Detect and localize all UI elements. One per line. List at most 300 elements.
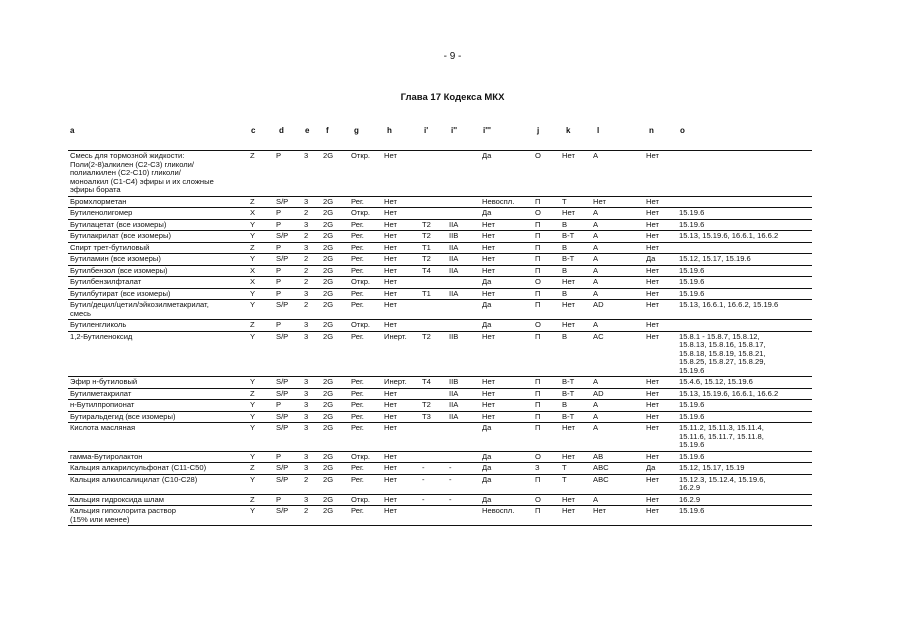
cell-g: Откр. [351,451,371,461]
cell-i2: IIA [449,388,459,398]
cell-e: 2 [304,265,309,275]
cell-g: Рег. [351,242,364,252]
cell-d: S/P [276,463,289,472]
cell-d: S/P [276,474,289,484]
cell-d: S/P [276,300,289,309]
cell-j: О [535,151,541,160]
table-row [68,320,812,332]
cell-l: A [593,320,599,329]
cell-j: П [535,265,541,275]
cell-i1: T4 [422,265,431,275]
cell-h: Нет [384,231,397,240]
cell-e: 2 [304,208,309,217]
cell-g: Рег. [351,423,364,432]
cell-l: A [593,288,599,298]
cell-j: П [535,219,541,229]
cell-k: B [562,331,568,341]
cell-h: Нет [384,300,397,309]
cell-l: A [593,377,599,386]
cell-n: Нет [646,400,659,409]
cell-g: Откр. [351,208,371,217]
cell-g: Рег. [351,463,364,472]
cell-g: Рег. [351,265,364,275]
cell-j: О [535,451,541,461]
cell-g: Рег. [351,288,364,298]
cell-l: A [593,265,599,275]
cell-o: 15.12, 15.17, 15.19 [679,463,745,472]
cell-e: 3 [304,242,309,252]
cell-l: ABC [593,463,609,472]
cell-i3: Да [482,463,492,472]
cell-i2: IIA [449,411,459,421]
cell-e: 3 [304,388,309,398]
cell-f: 2G [323,400,334,409]
cell-n: Да [646,463,656,472]
cell-h: Нет [384,254,397,263]
cell-n: Нет [646,474,659,484]
cell-k: B [562,400,568,409]
cell-i3: Нет [482,265,495,275]
cell-e: 2 [304,277,309,286]
cell-o: 15.13, 15.19.6, 16.6.1, 16.6.2 [679,231,779,240]
cell-l: A [593,254,599,263]
cell-n: Нет [646,231,659,240]
cell-f: 2G [323,208,334,217]
table-row [68,197,812,209]
cell-f: 2G [323,451,334,461]
cell-a: Бутил/децил/цетил/эйкозилметакрилат, смесь [70,300,209,318]
cell-c: X [250,265,256,275]
cell-l: AD [593,300,604,309]
page-number: - 9 - [443,51,462,62]
page-title: Глава 17 Кодекса МКХ [400,92,505,103]
cell-c: Z [250,463,255,472]
cell-k: Нет [562,300,575,309]
cell-c: Y [250,219,256,229]
cell-i3: Невоспл. [482,196,515,206]
cell-a: Бутилметакрилат [70,388,132,398]
cell-n: Нет [646,151,659,160]
cell-o: 15.19.6 [679,208,705,217]
cell-d: S/P [276,331,289,341]
cell-e: 3 [304,288,309,298]
cell-i3: Да [482,474,492,484]
cell-l: AD [593,388,604,398]
table-row [68,332,812,378]
cell-j: П [535,506,541,515]
cell-j: П [535,411,541,421]
cell-k: Т [562,474,567,484]
cell-h: Нет [384,451,397,461]
cell-j: П [535,242,541,252]
cell-n: Нет [646,320,659,329]
cell-e: 3 [304,494,309,504]
cell-k: Нет [562,151,575,160]
cell-c: Y [250,331,256,341]
cell-g: Откр. [351,494,371,504]
cell-a: гамма-Бутиролактон [70,451,143,461]
cell-a: н-Бутилпропионат [70,400,135,409]
table-row [68,377,812,389]
cell-a: Эфир н-бутиловый [70,377,138,386]
cell-h: Нет [384,494,397,504]
cell-i3: Нет [482,388,495,398]
cell-g: Откр. [351,320,371,329]
cell-i3: Да [482,451,492,461]
cell-e: 2 [304,300,309,309]
cell-d: S/P [276,254,289,263]
cell-n: Нет [646,208,659,217]
cell-i2: IIB [449,231,459,240]
cell-e: 3 [304,151,309,160]
cell-f: 2G [323,288,334,298]
cell-n: Нет [646,451,659,461]
cell-n: Нет [646,196,659,206]
cell-e: 2 [304,506,309,515]
cell-l: A [593,277,599,286]
cell-d: S/P [276,411,289,421]
cell-j: П [535,331,541,341]
cell-g: Рег. [351,300,364,309]
cell-j: П [535,400,541,409]
cell-a: Бутилбензол (все изомеры) [70,265,168,275]
cell-i1: T4 [422,377,431,386]
cell-i3: Нет [482,288,495,298]
cell-c: Z [250,388,255,398]
cell-i1: T1 [422,242,431,252]
cell-c: Y [250,423,256,432]
cell-i1: T2 [422,331,431,341]
table-row [68,277,812,289]
cell-j: О [535,277,541,286]
cell-g: Рег. [351,506,364,515]
cell-h: Нет [384,423,397,432]
cell-c: Y [250,506,256,515]
cell-i1: T2 [422,231,431,240]
cell-i3: Нет [482,411,495,421]
cell-d: P [276,400,282,409]
cell-c: Z [250,494,255,504]
cell-k: Нет [562,494,575,504]
cell-k: В-Т [562,411,575,421]
cell-n: Нет [646,288,659,298]
cell-k: Нет [562,423,575,432]
cell-n: Нет [646,423,659,432]
cell-l: Нет [593,196,606,206]
cell-h: Нет [384,242,397,252]
cell-c: Y [250,377,256,386]
cell-g: Рег. [351,219,364,229]
cell-o: 15.19.6 [679,277,705,286]
cell-o: 15.19.6 [679,219,705,229]
col-header-l: l [597,126,600,135]
cell-j: П [535,474,541,484]
cell-l: A [593,494,599,504]
cell-l: A [593,208,599,217]
col-header-h: h [387,126,392,135]
cell-h: Нет [384,208,397,217]
cell-d: P [276,208,282,217]
cell-i3: Невоспл. [482,506,515,515]
cell-e: 3 [304,411,309,421]
cell-h: Нет [384,506,397,515]
cell-c: Y [250,400,256,409]
cell-d: P [276,219,282,229]
cell-d: P [276,277,282,286]
cell-i3: Нет [482,242,495,252]
cell-g: Откр. [351,277,371,286]
cell-l: ABC [593,474,609,484]
cell-o: 15.12, 15.17, 15.19.6 [679,254,751,263]
cell-k: B [562,288,568,298]
col-header-k: k [566,126,571,135]
cell-f: 2G [323,277,334,286]
cell-k: В-Т [562,388,575,398]
cell-a: Бутиральдегид (все изомеры) [70,411,176,421]
cell-j: О [535,320,541,329]
cell-k: Нет [562,277,575,286]
cell-e: 3 [304,423,309,432]
cell-h: Нет [384,400,397,409]
cell-i2: IIA [449,288,459,298]
table-row [68,231,812,243]
cell-g: Рег. [351,331,364,341]
cell-j: П [535,231,541,240]
cell-i3: Нет [482,254,495,263]
cell-c: Z [250,196,255,206]
cell-n: Нет [646,377,659,386]
table-row [68,300,812,320]
cell-a: Бутиламин (все изомеры) [70,254,161,263]
cell-i2: IIA [449,265,459,275]
col-header-e: e [305,126,310,135]
cell-f: 2G [323,388,334,398]
cell-k: Нет [562,320,575,329]
cell-i1: - [422,494,425,504]
cell-n: Нет [646,219,659,229]
cell-d: S/P [276,196,289,206]
cell-k: В-Т [562,254,575,263]
cell-o: 16.2.9 [679,494,701,504]
cell-d: P [276,320,282,329]
cell-c: Y [250,300,256,309]
table-row [68,423,812,452]
cell-g: Рег. [351,400,364,409]
cell-k: Нет [562,451,575,461]
cell-f: 2G [323,300,334,309]
cell-n: Нет [646,242,659,252]
cell-e: 3 [304,331,309,341]
cell-n: Нет [646,506,659,515]
cell-d: P [276,288,282,298]
cell-i1: T3 [422,411,431,421]
cell-a: Кальция алкилсалицилат (С10-С28) [70,474,198,484]
cell-f: 2G [323,411,334,421]
cell-e: 3 [304,196,309,206]
table-row [68,463,812,475]
cell-h: Нет [384,463,397,472]
cell-i3: Нет [482,219,495,229]
cell-h: Нет [384,151,397,160]
cell-h: Нет [384,219,397,229]
cell-c: Y [250,254,256,263]
table-row [68,495,812,507]
cell-o: 15.12.3, 15.12.4, 15.19.6, 16.2.9 [679,474,766,492]
cell-c: Z [250,242,255,252]
cell-e: 3 [304,320,309,329]
cell-i3: Да [482,151,492,160]
cell-h: Нет [384,388,397,398]
cell-o: 15.19.6 [679,411,705,421]
cell-j: П [535,300,541,309]
cell-h: Нет [384,474,397,484]
cell-j: П [535,196,541,206]
table-row [68,243,812,255]
cell-e: 2 [304,231,309,240]
cell-e: 3 [304,463,309,472]
cell-c: Y [250,411,256,421]
cell-g: Рег. [351,231,364,240]
cell-l: A [593,411,599,421]
cell-i3: Да [482,277,492,286]
cell-i2: IIA [449,219,459,229]
cell-a: Бутилакрилат (все изомеры) [70,231,171,240]
cell-k: Т [562,463,567,472]
cell-o: 15.11.2, 15.11.3, 15.11.4, 15.11.6, 15.11.7, 15.11.8, 15.19.6 [679,423,764,449]
cell-h: Нет [384,196,397,206]
cell-h: Нет [384,320,397,329]
cell-f: 2G [323,242,334,252]
cell-c: Y [250,231,256,240]
cell-l: A [593,423,599,432]
table-row [68,254,812,266]
cell-g: Откр. [351,151,371,160]
cell-a: Кислота масляная [70,423,136,432]
cell-d: P [276,151,282,160]
cell-f: 2G [323,494,334,504]
table-row [68,475,812,495]
cell-n: Нет [646,494,659,504]
cell-g: Рег. [351,411,364,421]
cell-n: Нет [646,265,659,275]
cell-l: AC [593,331,604,341]
cell-i1: T2 [422,400,431,409]
cell-f: 2G [323,331,334,341]
col-header-n: n [649,126,654,135]
cell-l: AB [593,451,604,461]
cell-o: 15.8.1 - 15.8.7, 15.8.12, 15.8.13, 15.8.16, 15.8.17, 15.8.18, 15.8.19, 15.8.21, 15.8.25, 15.8.27, 15.8.29, 15.19.6 [679,331,766,375]
cell-j: П [535,423,541,432]
cell-k: В-Т [562,231,575,240]
cell-i2: IIB [449,331,459,341]
cell-n: Нет [646,277,659,286]
cell-f: 2G [323,423,334,432]
cell-i3: Нет [482,231,495,240]
cell-c: X [250,208,256,217]
cell-g: Рег. [351,377,364,386]
cell-a: Кальция гидроксида шлам [70,494,164,504]
cell-k: Нет [562,506,575,515]
cell-f: 2G [323,320,334,329]
cell-f: 2G [323,377,334,386]
cell-o: 15.19.6 [679,288,705,298]
column-header-row [0,126,905,138]
col-header-g: g [354,126,359,135]
cell-i3: Нет [482,331,495,341]
cell-o: 15.19.6 [679,265,705,275]
cell-k: B [562,219,568,229]
cell-a: Бутилбензилфталат [70,277,142,286]
cell-i3: Да [482,494,492,504]
cell-a: Спирт трет-бутиловый [70,242,150,252]
table-row [68,208,812,220]
cell-f: 2G [323,219,334,229]
cell-a: Смесь для тормозной жидкости: Поли(2-8)алкилен (С2-С3) гликоли/ полиалкилен (С2-С10) гликоли/ моноалкил (С1-С4) эфиры и их сложные эфиры бората [70,151,214,194]
cell-f: 2G [323,474,334,484]
cell-f: 2G [323,463,334,472]
cell-o: 15.19.6 [679,400,705,409]
col-header-i3: i''' [483,126,491,135]
table-row [68,400,812,412]
cell-d: S/P [276,377,289,386]
table-row [68,289,812,301]
cell-i2: - [449,463,452,472]
cell-d: S/P [276,388,289,398]
cell-a: Бутиленолигомер [70,208,133,217]
cell-h: Нет [384,277,397,286]
cell-c: Y [250,451,256,461]
substance-table [68,150,812,526]
cell-l: A [593,231,599,240]
cell-d: S/P [276,423,289,432]
cell-o: 15.13, 16.6.1, 16.6.2, 15.19.6 [679,300,779,309]
col-header-i1: i' [424,126,429,135]
cell-n: Да [646,254,656,263]
cell-d: P [276,494,282,504]
cell-i1: T2 [422,254,431,263]
cell-g: Рег. [351,254,364,263]
cell-i2: IIA [449,400,459,409]
cell-j: О [535,494,541,504]
cell-f: 2G [323,265,334,275]
cell-e: 3 [304,451,309,461]
cell-h: Нет [384,411,397,421]
cell-i3: Нет [482,400,495,409]
cell-i2: - [449,494,452,504]
table-row [68,151,812,197]
table-row [68,412,812,424]
col-header-j: j [537,126,540,135]
cell-c: Y [250,474,256,484]
cell-o: 15.19.6 [679,451,705,461]
cell-c: Z [250,151,255,160]
cell-a: Кальция алкарилсульфонат (С11-С50) [70,463,207,472]
cell-e: 3 [304,219,309,229]
cell-a: 1,2-Бутиленоксид [70,331,133,341]
cell-f: 2G [323,196,334,206]
cell-k: Нет [562,208,575,217]
cell-l: Нет [593,506,606,515]
cell-l: A [593,219,599,229]
cell-h: Инерт. [384,377,407,386]
cell-h: Нет [384,288,397,298]
col-header-a: a [70,126,75,135]
cell-h: Нет [384,265,397,275]
cell-j: З [535,463,540,472]
cell-a: Бутилацетат (все изомеры) [70,219,167,229]
cell-i1: T1 [422,288,431,298]
cell-i2: IIA [449,242,459,252]
